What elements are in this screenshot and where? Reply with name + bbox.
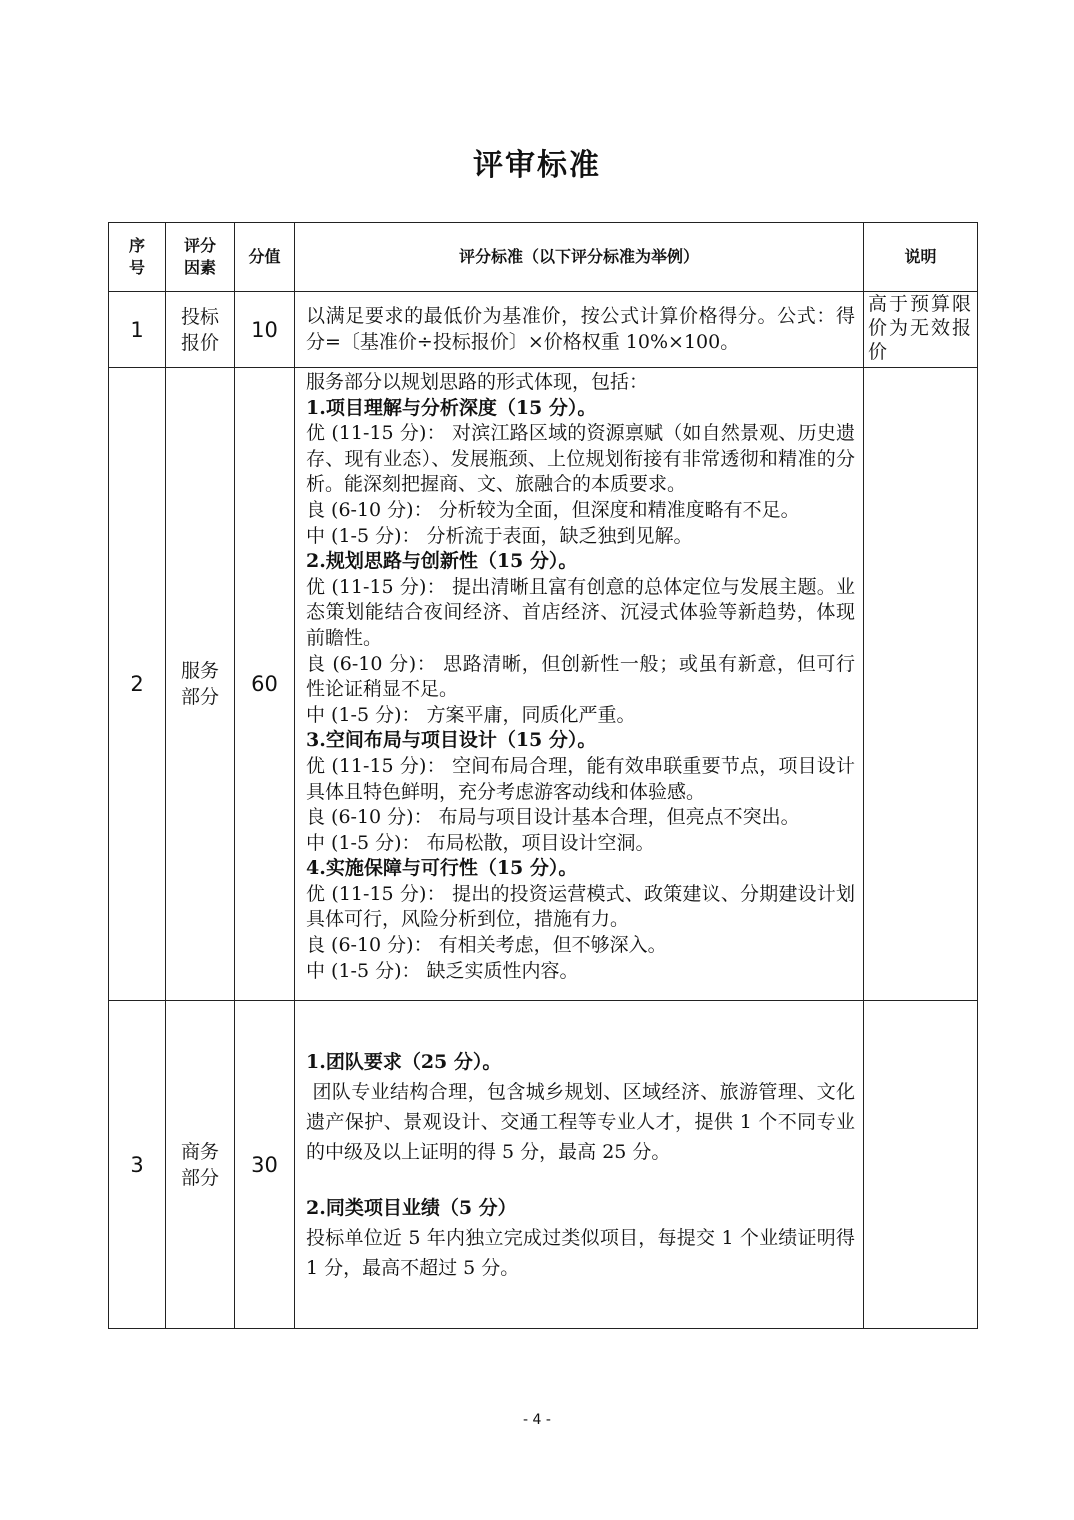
row-score: 60 bbox=[235, 368, 295, 1001]
page-number: - 4 - bbox=[523, 1412, 551, 1428]
page-title: 评审标准 bbox=[473, 148, 601, 183]
row-score: 30 bbox=[235, 1001, 295, 1329]
table-row bbox=[109, 368, 978, 1001]
intro-text: 服务部分以规划思路的形式体现，包括： bbox=[306, 371, 649, 393]
level-text: 良 (6-10 分)： 布局与项目设计基本合理，但亮点不突出。 bbox=[306, 806, 800, 829]
header-score: 分值 bbox=[235, 223, 295, 292]
row-note: 高于预算限价为无效报价 bbox=[864, 292, 978, 368]
level-text: 良 (6-10 分)： 有相关考虑，但不够深入。 bbox=[306, 934, 667, 957]
row-note bbox=[864, 368, 978, 1001]
section-heading: 1.项目理解与分析深度（15 分）。 bbox=[306, 396, 597, 419]
row-content bbox=[295, 1001, 864, 1329]
section-heading: 1.团队要求（25 分）。 bbox=[306, 1050, 502, 1073]
level-text: 优 (11-15 分)： 对滨江路区域的资源禀赋（如自然景观、历史遗存、现有业态）、发展瓶颈、上位规划衔接有非常透彻和精准的分析。能深刻把握商、文、旅融合的本质要求。 bbox=[306, 422, 855, 496]
row-content: 以满足要求的最低价为基准价，按公式计算价格得分。公式：得分=〔基准价÷投标报价〕×价格权重 10%×100。 bbox=[295, 292, 864, 368]
table-row bbox=[109, 1001, 978, 1329]
row-seq: 1 bbox=[109, 292, 166, 368]
row-content bbox=[295, 368, 864, 1001]
section-heading: 2.同类项目业绩（5 分） bbox=[306, 1196, 517, 1219]
section-body: 投标单位近 5 年内独立完成过类似项目，每提交 1 个业绩证明得 1 分，最高不超过 5 分。 bbox=[306, 1226, 855, 1279]
level-text: 优 (11-15 分)： 空间布局合理，能有效串联重要节点，项目设计具体且特色鲜明，充分考虑游客动线和体验感。 bbox=[306, 754, 855, 803]
section-body: 团队专业结构合理，包含城乡规划、区域经济、旅游管理、文化遗产保护、景观设计、交通工程等专业人才，提供 1 个不同专业的中级及以上证明的得 5 分，最高 25 分。 bbox=[306, 1080, 855, 1163]
level-text: 优 (11-15 分)： 提出清晰且富有创意的总体定位与发展主题。业态策划能结合夜间经济、首店经济、沉浸式体验等新趋势，体现前瞻性。 bbox=[306, 575, 855, 649]
header-note: 说明 bbox=[864, 223, 978, 292]
level-text: 中 (1-5 分)： 布局松散，项目设计空洞。 bbox=[306, 831, 655, 854]
row-seq: 2 bbox=[109, 368, 166, 1001]
section-heading: 4.实施保障与可行性（15 分）。 bbox=[306, 857, 578, 880]
header-row bbox=[109, 223, 978, 292]
row-note bbox=[864, 1001, 978, 1329]
level-text: 中 (1-5 分)： 方案平庸，同质化严重。 bbox=[306, 703, 636, 726]
header-standard: 评分标准（以下评分标准为举例） bbox=[295, 223, 864, 292]
level-text: 良 (6-10 分)： 分析较为全面，但深度和精准度略有不足。 bbox=[306, 498, 800, 521]
level-text: 良 (6-10 分)： 思路清晰，但创新性一般；或虽有新意，但可行性论证稍显不足。 bbox=[306, 652, 855, 701]
row-factor: 服务部分 bbox=[166, 368, 235, 1001]
table-row bbox=[109, 292, 978, 368]
level-text: 优 (11-15 分)： 提出的投资运营模式、政策建议、分期建设计划具体可行，风险分析到位，措施有力。 bbox=[306, 882, 855, 931]
row-score: 10 bbox=[235, 292, 295, 368]
section-heading: 3.空间布局与项目设计（15 分）。 bbox=[306, 729, 597, 752]
section-heading: 2.规划思路与创新性（15 分）。 bbox=[306, 550, 578, 573]
criteria-table bbox=[108, 222, 978, 1329]
level-text: 中 (1-5 分)： 缺乏实质性内容。 bbox=[306, 959, 579, 982]
row-factor: 商务部分 bbox=[166, 1001, 235, 1329]
spacer bbox=[306, 1167, 855, 1193]
header-factor: 评分因素 bbox=[166, 223, 235, 292]
row-factor: 投标报价 bbox=[166, 292, 235, 368]
header-seq: 序号 bbox=[109, 223, 166, 292]
row-seq: 3 bbox=[109, 1001, 166, 1329]
level-text: 中 (1-5 分)： 分析流于表面，缺乏独到见解。 bbox=[306, 524, 693, 547]
